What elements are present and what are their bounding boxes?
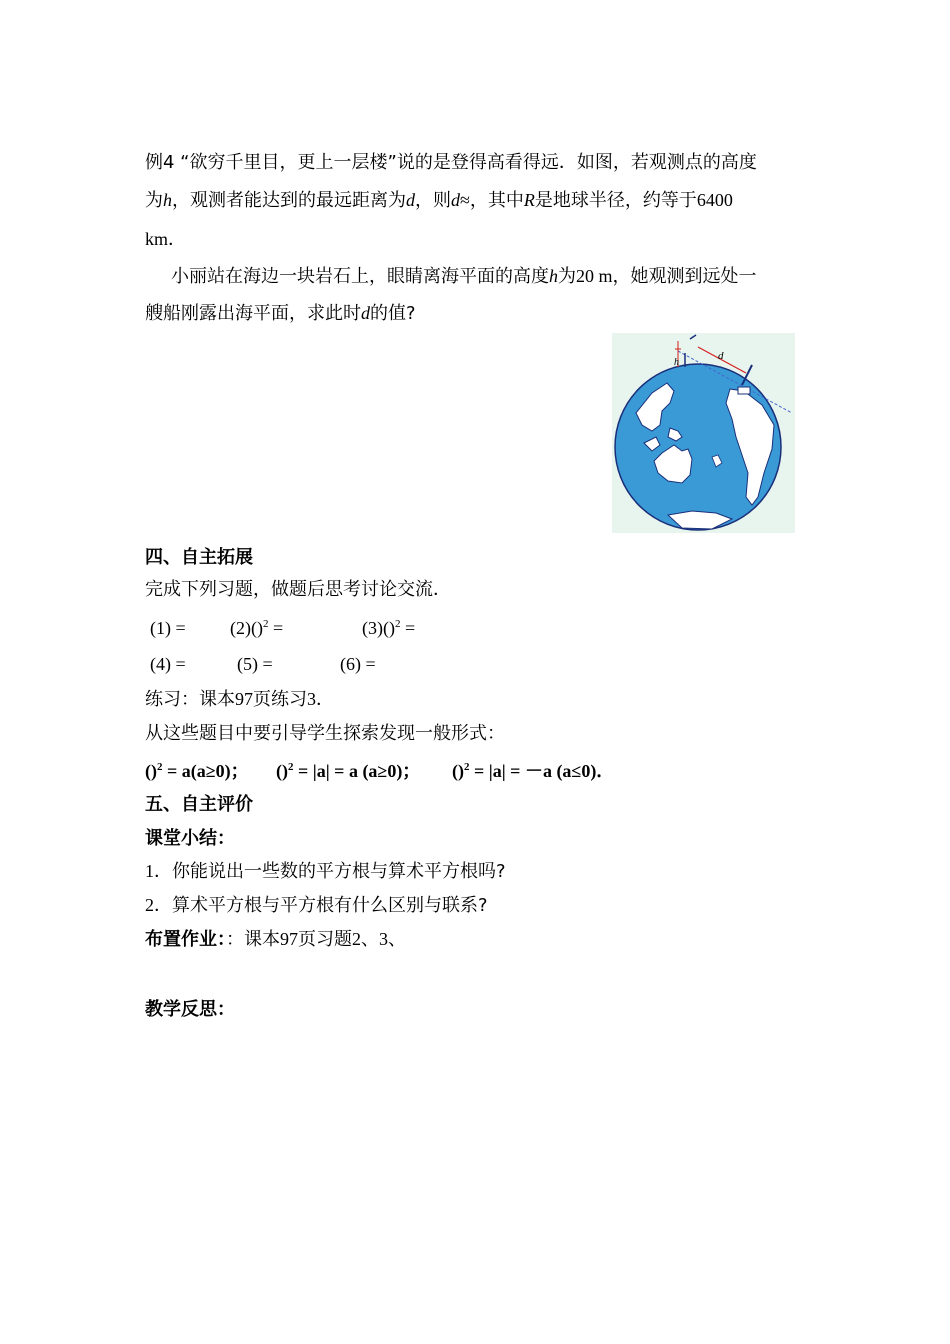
label-d: d (718, 350, 724, 362)
example4-line2: 为h，观测者能达到的最远距离为d，则d≈，其中R是地球半径，约等于6400 (145, 190, 733, 211)
ship-hull (738, 387, 750, 394)
label-h: h (674, 357, 679, 368)
section4-intro: 完成下列习题，做题后思考讨论交流． (145, 579, 451, 600)
exercise-5: (5) = (237, 654, 273, 674)
exercise-3: (3)()$^2$ = (362, 618, 416, 638)
exercise-1: (1) = (150, 618, 186, 638)
earth-diagram (612, 333, 795, 533)
guide-line: 从这些题目中要引导学生探索发现一般形式： (145, 723, 505, 744)
formula-2: ()$^2$ = |a| = a (a≥0)； (276, 761, 421, 781)
formula-1: ()$^2$ = a(a≥0)； (145, 761, 249, 781)
formula-3: ()$^2$ = |a| = －a (a≤0)． (452, 761, 615, 781)
exercise-2: (2)()$^2$ = (230, 618, 284, 638)
homework-line: 布置作业：：课本97页习题2、3、 (145, 929, 406, 950)
example4-line1: 例4 “欲穷千里目，更上一层楼”说的是登得高看得远．如图，若观测点的高度 (145, 152, 757, 173)
earth-observation-figure (612, 333, 795, 533)
example4-line3: km． (145, 229, 187, 249)
practice-line: 练习：课本97页练习3． (145, 689, 334, 710)
section4-title: 四、自主拓展 (145, 547, 253, 568)
question-1: 1．你能说出一些数的平方根与算术平方根吗? (145, 861, 506, 882)
example4-line4: 小丽站在海边一块岩石上，眼睛离海平面的高度h为20 m，她观测到远处一 (171, 266, 757, 287)
example4-line5: 艘船刚露出海平面，求此时d的值? (145, 303, 416, 324)
section5-title: 五、自主评价 (145, 794, 253, 815)
summary-title: 课堂小结： (145, 828, 235, 849)
reflection-title: 教学反思： (145, 999, 235, 1020)
question-2: 2．算术平方根与平方根有什么区别与联系? (145, 895, 488, 916)
exercise-4: (4) = (150, 654, 186, 674)
exercise-6: (6) = (340, 654, 376, 674)
